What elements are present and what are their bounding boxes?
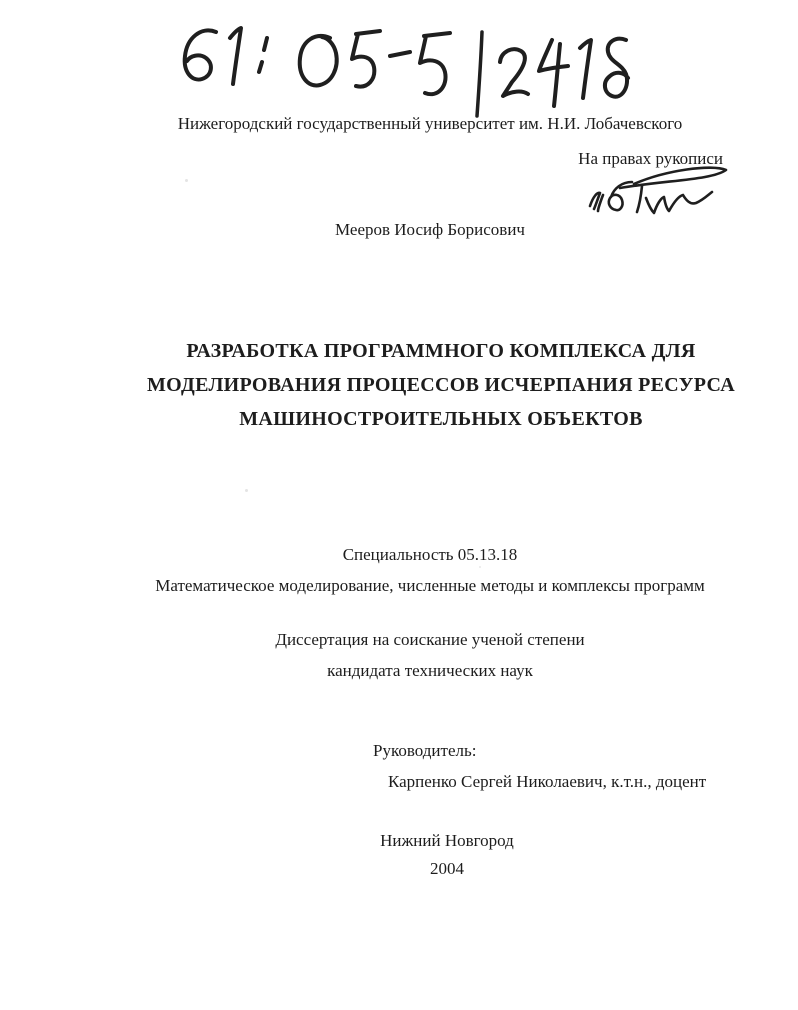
supervisor-label: Руководитель: — [373, 741, 477, 760]
title-line-2: МОДЕЛИРОВАНИЯ ПРОЦЕССОВ ИСЧЕРПАНИЯ РЕСУРСА — [146, 374, 736, 396]
university-name: Нижегородский государственный университет им. Н.И. Лобачевского — [177, 114, 683, 133]
publication-year: 2004 — [430, 859, 464, 878]
specialty-name: Математическое моделирование, численные методы и комплексы программ — [155, 576, 705, 595]
publication-city: Нижний Новгород — [380, 831, 514, 850]
author-name: Мееров Иосиф Борисович — [335, 220, 525, 239]
scan-speck — [245, 489, 248, 492]
handwritten-catalog-number — [168, 10, 668, 122]
scan-speck — [479, 566, 481, 568]
scan-speck — [185, 179, 188, 182]
dissertation-title — [84, 334, 798, 436]
degree-request-line-1: Диссертация на соискание ученой степени — [275, 630, 585, 649]
supervisor-name: Карпенко Сергей Николаевич, к.т.н., доцент — [388, 772, 707, 791]
title-line-3: МАШИНОСТРОИТЕЛЬНЫХ ОБЪЕКТОВ — [239, 408, 643, 430]
title-line-1: РАЗРАБОТКА ПРОГРАММНОГО КОМПЛЕКСА ДЛЯ — [186, 340, 696, 362]
manuscript-rights-note: На правах рукописи — [578, 149, 723, 168]
degree-request-line-2: кандидата технических наук — [327, 661, 533, 680]
signature — [576, 160, 734, 218]
specialty-code: Специальность 05.13.18 — [342, 545, 518, 564]
